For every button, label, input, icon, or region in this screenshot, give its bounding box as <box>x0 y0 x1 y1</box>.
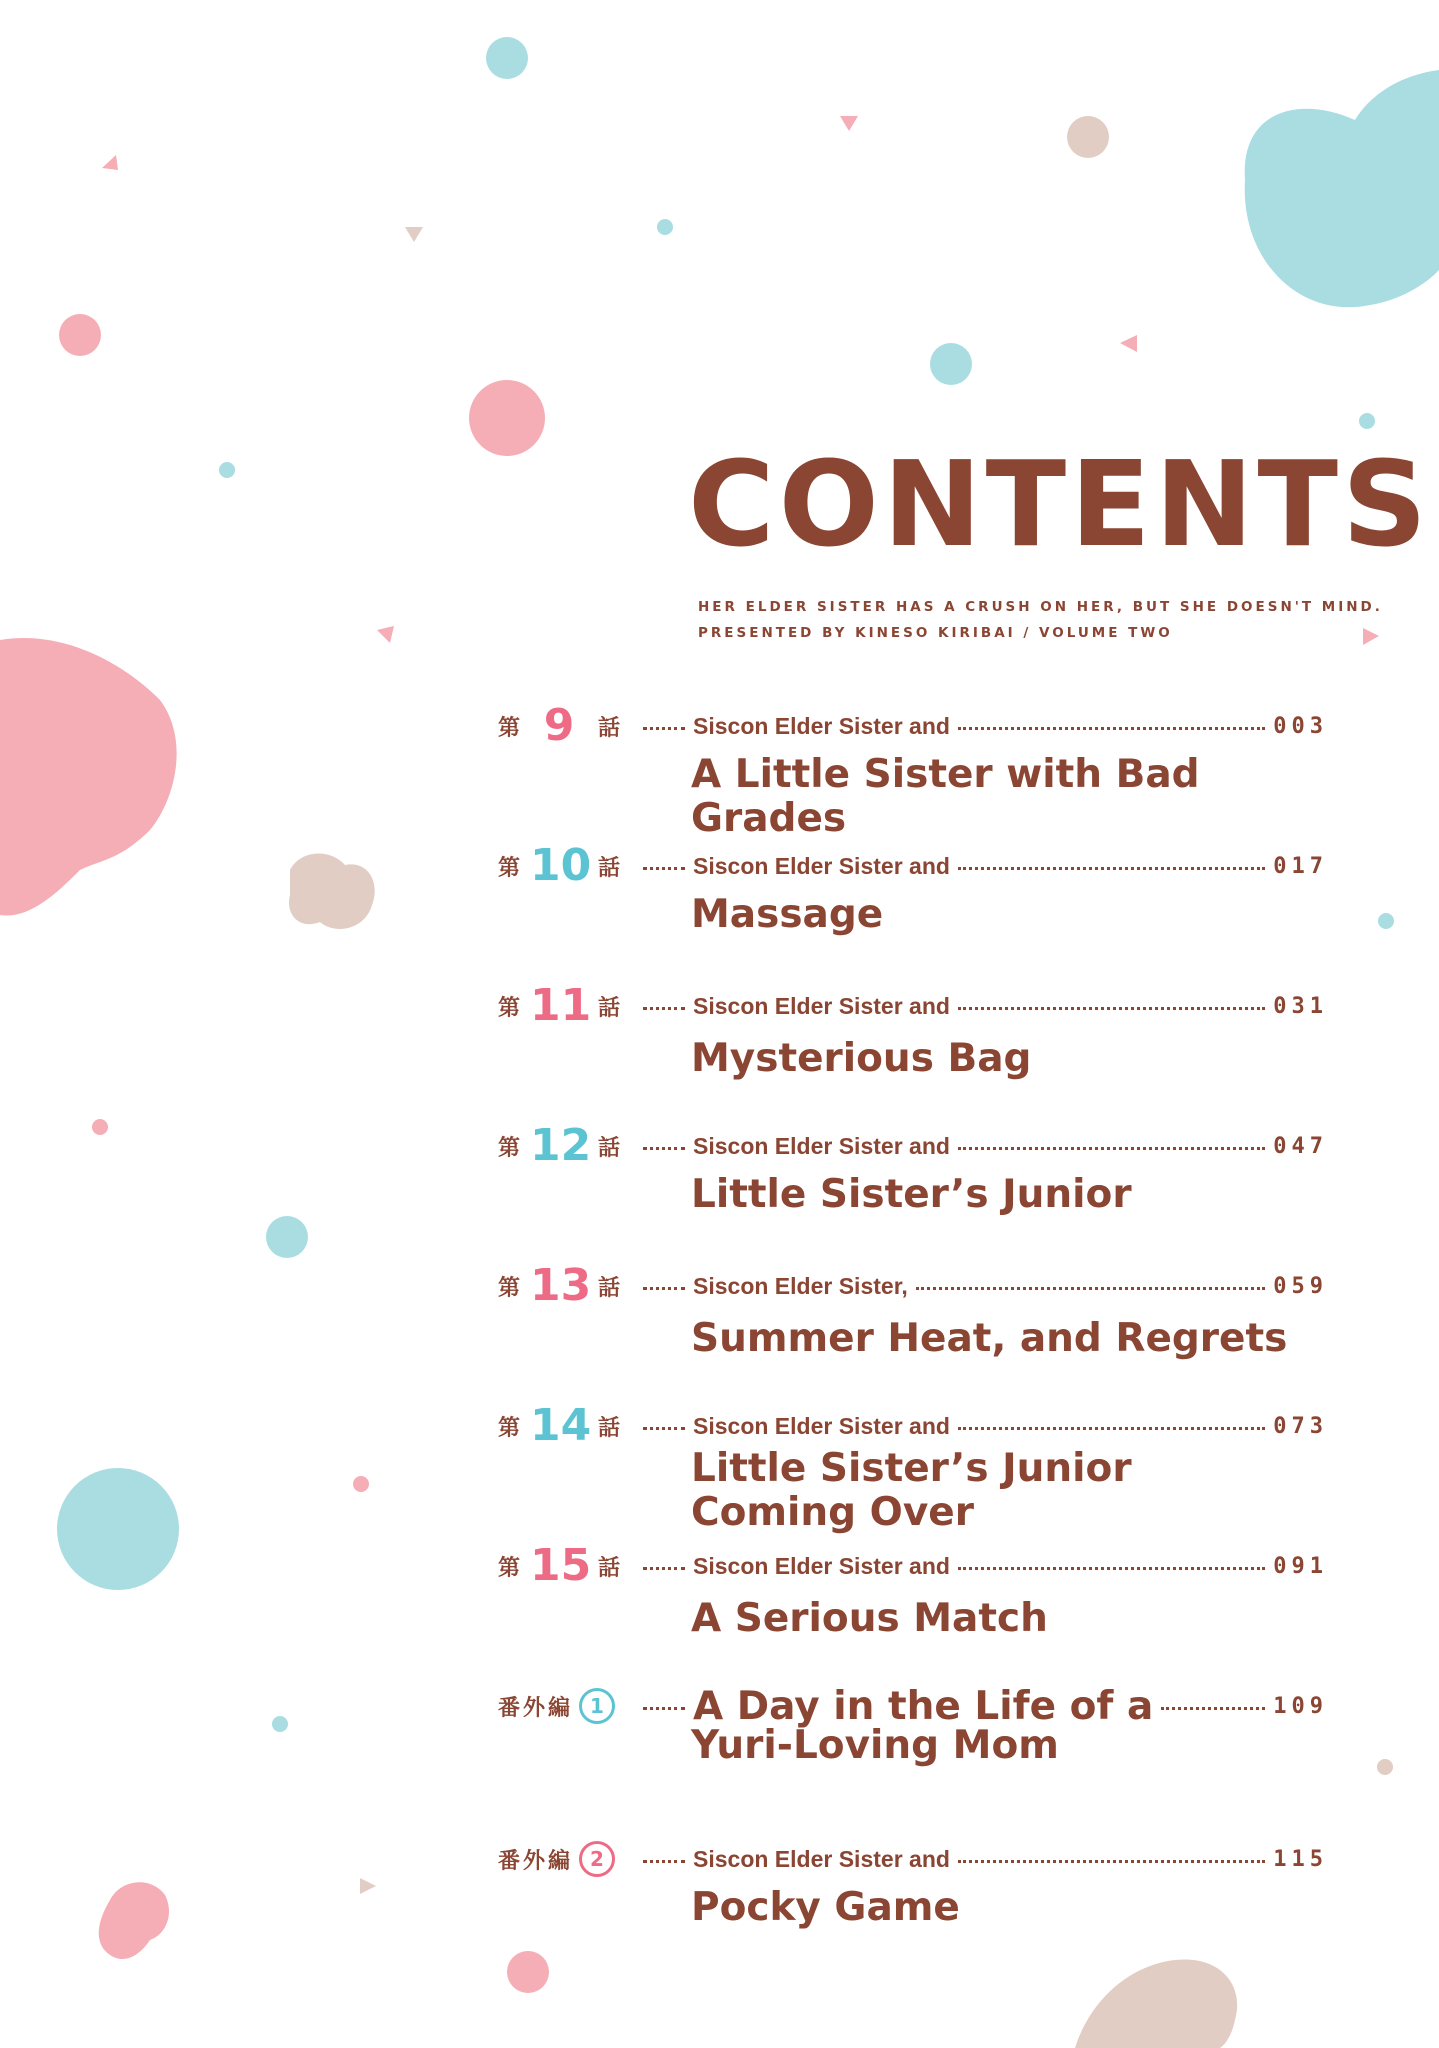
chapter-suffix: 話 <box>598 1275 621 1301</box>
page-number: 003 <box>1273 713 1328 739</box>
chapter-label <box>498 1260 621 1311</box>
chapter-subtitle: Siscon Elder Sister and <box>693 852 950 879</box>
page-title: CONTENTS <box>688 435 1431 573</box>
chapter-title: Summer Heat, and Regrets <box>691 1316 1288 1361</box>
chapter-prefix: 第 <box>498 855 521 881</box>
leader-dots <box>958 1427 1265 1430</box>
leader-dots <box>643 1707 685 1710</box>
chapter-label <box>498 980 621 1031</box>
chapter-prefix: 第 <box>498 1135 521 1161</box>
extra-prefix: 番外編 <box>498 1848 574 1874</box>
toc-entry-extra-1[interactable] <box>498 1685 1328 1835</box>
toc-entry-extra-2[interactable] <box>498 1838 1328 1988</box>
toc-entry-chapter-11[interactable] <box>498 980 1328 1135</box>
extra-prefix: 番外編 <box>498 1695 574 1721</box>
page-number: 109 <box>1273 1693 1328 1719</box>
extra-subtitle-row <box>643 1838 1328 1880</box>
extra-label <box>498 1685 615 1727</box>
chapter-subtitle-row <box>643 705 1328 747</box>
chapter-prefix: 第 <box>498 1555 521 1581</box>
chapter-prefix: 第 <box>498 1275 521 1301</box>
extra-number-badge: 1 <box>579 1688 615 1724</box>
toc-entry-chapter-12[interactable] <box>498 1120 1328 1275</box>
chapter-subtitle-row <box>643 1125 1328 1167</box>
leader-dots <box>958 867 1265 870</box>
chapter-suffix: 話 <box>598 1555 621 1581</box>
chapter-label <box>498 1540 621 1591</box>
leader-dots <box>958 1567 1265 1570</box>
chapter-suffix: 話 <box>598 1415 621 1441</box>
chapter-subtitle-row <box>643 985 1328 1027</box>
leader-dots <box>643 727 685 730</box>
chapter-label <box>498 840 621 891</box>
chapter-suffix: 話 <box>598 1135 621 1161</box>
chapter-subtitle: Siscon Elder Sister and <box>693 712 950 739</box>
chapter-number: 10 <box>530 840 592 891</box>
chapter-subtitle: Siscon Elder Sister and <box>693 992 950 1019</box>
extra-number-badge: 2 <box>579 1841 615 1877</box>
chapter-label <box>498 700 621 751</box>
chapter-subtitle-row <box>643 1405 1328 1447</box>
chapter-subtitle: Siscon Elder Sister and <box>693 1552 950 1579</box>
chapter-number: 13 <box>530 1260 592 1311</box>
page-number: 031 <box>1273 993 1328 1019</box>
page-number: 059 <box>1273 1273 1328 1299</box>
chapter-subtitle-row <box>643 845 1328 887</box>
leader-dots <box>643 1567 685 1570</box>
chapter-title: A Little Sister with Bad Grades <box>691 752 1200 841</box>
subtitle-line-1: HER ELDER SISTER HAS A CRUSH ON HER, BUT SHE DOESN'T MIND. <box>698 599 1383 615</box>
chapter-title: A Serious Match <box>691 1596 1048 1641</box>
chapter-title: Little Sister’s Junior <box>691 1172 1132 1217</box>
leader-dots <box>643 867 685 870</box>
chapter-prefix: 第 <box>498 995 521 1021</box>
chapter-title: Little Sister’s Junior Coming Over <box>691 1446 1132 1535</box>
chapter-title: Massage <box>691 892 884 937</box>
toc-entry-chapter-14[interactable] <box>498 1400 1328 1555</box>
page-number: 047 <box>1273 1133 1328 1159</box>
leader-dots <box>958 1007 1265 1010</box>
toc-entry-chapter-9[interactable] <box>498 700 1328 855</box>
chapter-suffix: 話 <box>598 995 621 1021</box>
toc-entry-chapter-13[interactable] <box>498 1260 1328 1415</box>
chapter-suffix: 話 <box>598 855 621 881</box>
leader-dots <box>643 1287 685 1290</box>
chapter-suffix: 話 <box>598 715 621 741</box>
chapter-number: 12 <box>530 1120 592 1171</box>
chapter-subtitle-row <box>643 1545 1328 1587</box>
leader-dots <box>958 727 1265 730</box>
chapter-title: Mysterious Bag <box>691 1036 1032 1081</box>
chapter-prefix: 第 <box>498 1415 521 1441</box>
leader-dots <box>1161 1707 1265 1710</box>
chapter-subtitle-row <box>643 1265 1328 1307</box>
leader-dots <box>643 1860 685 1863</box>
leader-dots <box>643 1007 685 1010</box>
leader-dots <box>643 1427 685 1430</box>
leader-dots <box>958 1147 1265 1150</box>
leader-dots <box>916 1287 1265 1290</box>
page-number: 017 <box>1273 853 1328 879</box>
chapter-number: 9 <box>543 700 575 751</box>
chapter-label <box>498 1120 621 1171</box>
chapter-number: 14 <box>530 1400 592 1451</box>
extra-title-line-1: A Day in the Life of a <box>693 1683 1154 1729</box>
chapter-subtitle: Siscon Elder Sister and <box>693 1132 950 1159</box>
leader-dots <box>958 1860 1265 1863</box>
chapter-number: 11 <box>530 980 592 1031</box>
chapter-prefix: 第 <box>498 715 521 741</box>
extra-subtitle: Siscon Elder Sister and <box>693 1845 950 1872</box>
extra-title-row <box>643 1685 1328 1727</box>
toc-entry-chapter-10[interactable] <box>498 840 1328 995</box>
chapter-label <box>498 1400 621 1451</box>
page-number: 115 <box>1273 1846 1328 1872</box>
extra-title-line-2: Yuri-Loving Mom <box>691 1723 1059 1768</box>
subtitle-line-2: PRESENTED BY KINESO KIRIBAI / VOLUME TWO <box>698 625 1173 641</box>
page-number: 091 <box>1273 1553 1328 1579</box>
toc-entry-chapter-15[interactable] <box>498 1540 1328 1695</box>
extra-label <box>498 1838 615 1880</box>
chapter-number: 15 <box>530 1540 592 1591</box>
page-number: 073 <box>1273 1413 1328 1439</box>
page-subtitle <box>698 594 1383 646</box>
leader-dots <box>643 1147 685 1150</box>
chapter-subtitle: Siscon Elder Sister and <box>693 1412 950 1439</box>
extra-title: Pocky Game <box>691 1885 960 1930</box>
chapter-subtitle: Siscon Elder Sister, <box>693 1272 908 1299</box>
